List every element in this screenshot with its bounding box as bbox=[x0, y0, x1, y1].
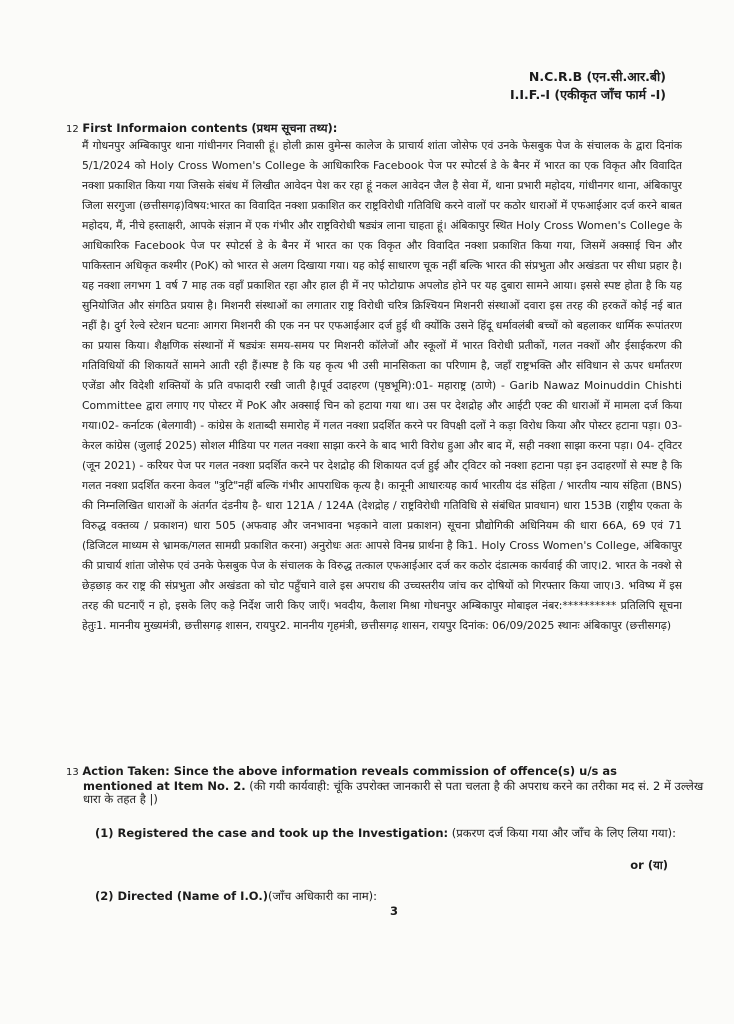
section-title: First Informaion contents bbox=[82, 121, 248, 135]
or-label: or (या) bbox=[630, 858, 668, 872]
action-item-1 bbox=[95, 826, 695, 840]
action-taken-hindi: (की गयी कार्यवाही: चूंकि उपरोक्त जानकारी से पता चलता है की अपराध करने का तरीका मद सं. 2 में उल्लेख धारा के तहत है |) bbox=[83, 778, 704, 806]
item1-label: (1) Registered the case and took up the Investigation: bbox=[95, 826, 449, 840]
action-taken-line2: mentioned at Item No. 2. bbox=[83, 778, 246, 793]
page-number: 3 bbox=[390, 904, 399, 918]
form-header-ncrb: N.C.R.B (एन.सी.आर.बी) bbox=[528, 69, 666, 84]
form-header-iif: I.I.F.-I (एकीकृत जाँच फार्म -I) bbox=[509, 87, 666, 102]
action-taken-line2-wrap bbox=[66, 780, 716, 807]
item2-label: (2) Directed (Name of I.O.) bbox=[95, 889, 268, 903]
first-information-body: मैं गोधनपुर अम्बिकापुर थाना गांधीनगर निवासी हूं। होली क्रास वुमेन्स कालेज के प्राचार्य शांता जोसेफ एवं उनके फेसबुक पेज के संचालक के द्वारा दिनांक 5/1/2024 को Holy Cross Women's College के आधिकारिक Facebook पेज पर स्पोटर्स डे के बैनर में भारत का एक विकृत और विवादित नक्शा प्रकाशित किया गया जिसके संबंध में लिखीत आवेदन पेश कर रहा हूं नकल आवेदन जैल है सेवा में, थाना प्रभारी महोदय, गांधीनगर थाना, अंबिकापुर जिला सरगुजा (छत्तीसगढ़)विषय:भारत का विवादित नक्शा प्रकाशित कर राष्ट्रविरोधी गतिविधि करने वालों पर कठोर धाराओं में एफआईआर दर्ज करने बाबत महोदय, मैं, नीचे हस्ताक्षरी, आपके संज्ञान में एक गंभीर और राष्ट्रविरोधी षड्यंत्र लाना चाहता हूं। अंबिकापुर स्थित Holy Cross Women's College के आधिकारिक Facebook पेज पर स्पोटर्स डे के बैनर में भारत का एक विकृत और विवादित नक्शा प्रकाशित किया गया, जिसमें अक्साई चिन और पाकिस्तान अधिकृत कश्मीर (PoK) को भारत से अलग दिखाया गया। यह कोई साधारण चूक नहीं बल्कि भारत की संप्रभुता और अखंडता पर सीधा प्रहार है। यह नक्शा लगभग 1 वर्ष 7 माह तक वहाँ प्रकाशित रहा और हाल ही में नए फोटोग्राफ अपलोड होने पर यह दुबारा सामने आया। इससे स्पष्ट होता है कि यह सुनियोजित और संगठित प्रयास है। मिशनरी संस्थाओं का लगातार राष्ट्र विरोधी चरित्र क्रिश्चियन मिशनरी संस्थाओं दवारा इस तरह की हरकतें कोई नई बात नहीं है। दुर्ग रेल्वे स्टेशन घटनाः आगरा मिशनरी की एक नन पर एफआईआर दर्ज हुई थी क्योंकि उसने हिंदू धर्मावलंबी बच्चों को बहलाकर धार्मिक रूपांतरण का प्रयास किया। शैक्षणिक संस्थानों में षड्यंत्रः समय-समय पर मिशनरी कॉलेजों और स्कूलों में भारत विरोधी प्रतीकों, गलत नक्शों और ईसाईकरण की गतिविधियों की शिकायतें सामने आती रही हैं।स्पष्ट है कि यह कृत्य भी उसी मानसिकता का परिणाम है, जहाँ राष्ट्रभक्ति और संविधान से ऊपर धर्मांतरण एजेंडा और विदेशी शक्तियों के प्रति वफादारी रखी जाती है।पूर्व उदाहरण (पृष्ठभूमि):01- महाराष्ट्र (ठाणे) - Garib Nawaz Moinuddin Chishti Committee द्वारा लगाए गए पोस्टर में PoK और अक्साई चिन को हटाया गया था। उस पर देशद्रोह और आईटी एक्ट की धाराओं में मामला दर्ज किया गया।02- कर्नाटक (बेलगावी) - कांग्रेस के शताब्दी समारोह में गलत नक्शा प्रदर्शित करने पर विपक्षी दलों ने कड़ा विरोध किया और पोस्टर हटाना पड़ा। 03- केरल कांग्रेस (जुलाई 2025) सोशल मीडिया पर गलत नक्शा साझा करने के बाद भारी विरोध हुआ और बाद में, सही नक्शा साझा करना पड़ा। 04- ट्विटर (जून 2021) - करियर पेज पर गलत नक्शा प्रदर्शित करने पर देशद्रोह की शिकायत दर्ज हुई और ट्विटर को नक्शा हटाना पड़ा इन उदाहरणों से स्पष्ट है कि गलत नक्शा प्रदर्शित करना केवल "त्रुटि"नहीं बल्कि गंभीर आपराधिक कृत्य है। कानूनी आधारःयह कार्य भारतीय दंड संहिता / भारतीय न्याय संहिता (BNS) की निम्नलिखित धाराओं के अंतर्गत दंडनीय है- धारा 121A / 124A (देशद्रोह / राष्ट्रविरोधी गतिविधि से संबंधित प्रावधान) धारा 153B (राष्ट्रीय एकता के विरुद्ध वक्तव्य / प्रकाशन) धारा 505 (अफवाह और जनभावना भड़काने वाला प्रकाशन) सूचना प्रौद्योगिकी अधिनियम की धारा 66A, 69 एवं 71 (डिजिटल माध्यम से भ्रामक/गलत सामग्री प्रकाशित करना) अनुरोधः अतः आपसे विनम्र प्रार्थना है कि1. Holy Cross Women's College, अंबिकापुर की प्राचार्य शांता जोसेफ एवं उनके फेसबुक पेज के संचालक के विरुद्ध तत्काल एफआईआर दर्ज कर कठोर दंडात्मक कार्यवाई की जाए।2. भारत के नक्शे से छेड़छाड़ कर राष्ट्र की संप्रभुता और अखंडता को चोट पहुँचाने वाले इस अपराध की उच्चस्तरीय जांच कर दोषियों को गिरफ्तार किया जाए।3. भविष्य में इस तरह की घटनाएँ न हो, इसके लिए कड़े निर्देश जारी किए जाएँ। भवदीय, कैलाश मिश्रा गोधनपुर अम्बिकापुर मोबाइल नंबर:********** प्रतिलिपि सूचना हेतुः1. माननीय मुख्यमंत्री, छत्तीसगढ़ शासन, रायपुर2. माननीय गृहमंत्री, छत्तीसगढ़ शासन, रायपुर दिनांक: 06/09/2025 स्थानः अंबिकापुर (छत्तीसगढ़) bbox=[82, 139, 682, 632]
item2-hindi: (जाँच अधिकारी का नाम): bbox=[267, 889, 377, 903]
section-number: 12 bbox=[66, 124, 79, 135]
section-title-hindi: (प्रथम सूचना तथ्य): bbox=[251, 121, 338, 135]
action-item-2 bbox=[95, 889, 695, 903]
section-number: 13 bbox=[66, 767, 79, 778]
action-taken-line1: Action Taken: Since the above information reveals commission of offence(s) u/s as bbox=[82, 764, 617, 778]
item1-hindi: (प्रकरण दर्ज किया गया और जाँच के लिए लिया गया): bbox=[451, 826, 676, 840]
section-13-action-taken bbox=[66, 765, 716, 807]
section-12-heading bbox=[66, 121, 337, 137]
